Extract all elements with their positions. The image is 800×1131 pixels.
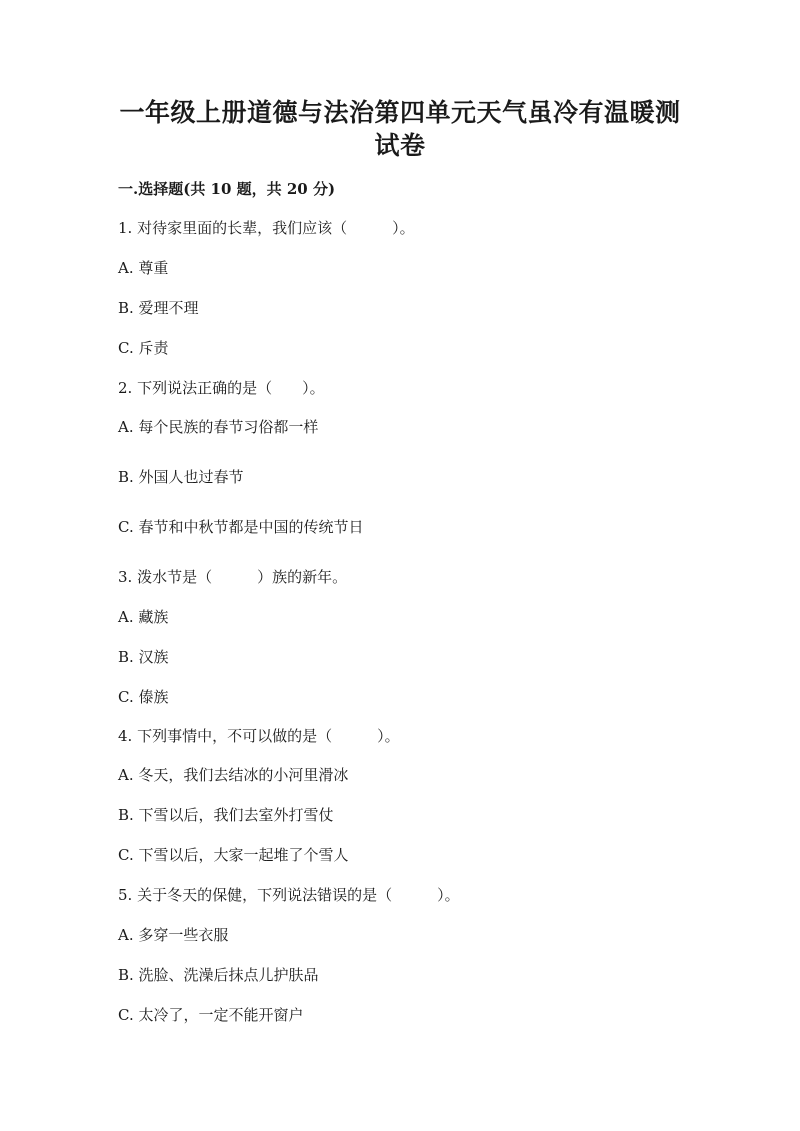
question-option: B. 爱理不理 [118,299,199,317]
page-title [100,96,700,162]
title-line-1: 一年级上册道德与法治第四单元天气虽冷有温暖测 [119,98,681,127]
question-option: C. 春节和中秋节都是中国的传统节日 [118,518,364,536]
question-option: C. 傣族 [118,688,169,706]
question-option: A. 冬天，我们去结冰的小河里滑冰 [118,766,349,784]
title-line-2: 试卷 [374,131,426,160]
question-stem: 1. 对待家里面的长辈，我们应该（ ）。 [118,219,415,237]
question-option: B. 汉族 [118,648,169,666]
question-option: B. 外国人也过春节 [118,468,244,486]
section-heading: 一.选择题(共 10 题，共 20 分) [118,180,336,198]
question-option: C. 太冷了，一定不能开窗户 [118,1006,304,1024]
question-option: B. 下雪以后，我们去室外打雪仗 [118,806,334,824]
question-option: C. 下雪以后，大家一起堆了个雪人 [118,846,349,864]
question-option: A. 藏族 [118,608,169,626]
question-option: A. 尊重 [118,259,169,277]
question-stem: 2. 下列说法正确的是（ ）。 [118,379,325,397]
question-option: A. 每个民族的春节习俗都一样 [118,418,319,436]
question-option: A. 多穿一些衣服 [118,926,229,944]
question-stem: 5. 关于冬天的保健，下列说法错误的是（ ）。 [118,886,460,904]
question-stem: 3. 泼水节是（ ）族的新年。 [118,568,348,586]
question-option: B. 洗脸、洗澡后抹点儿护肤品 [118,966,319,984]
question-stem: 4. 下列事情中，不可以做的是（ ）。 [118,727,400,745]
question-option: C. 斥责 [118,339,169,357]
